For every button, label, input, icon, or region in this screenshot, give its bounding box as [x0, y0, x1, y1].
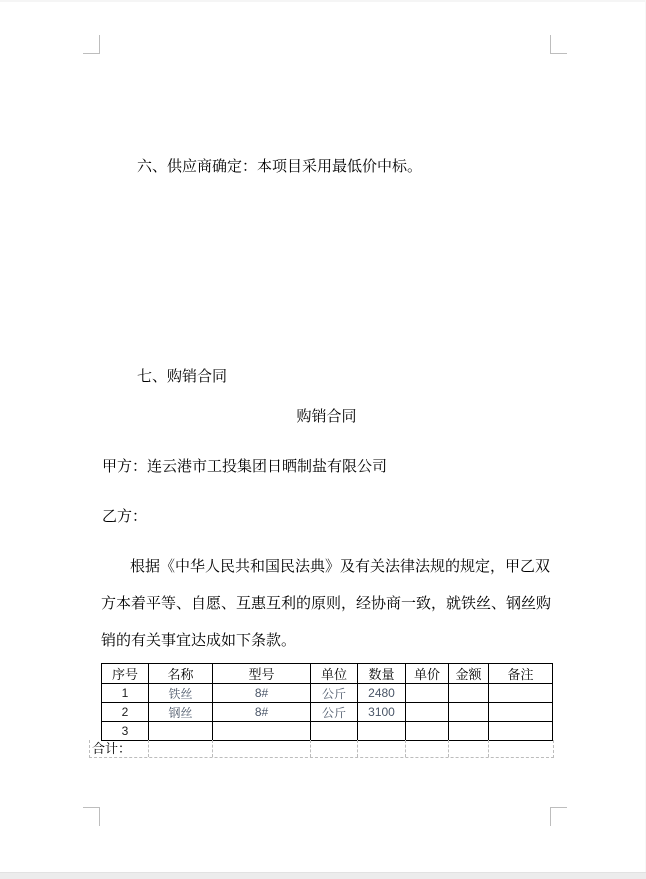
- table-cell-unit-price: [406, 703, 449, 722]
- margin-crop-mark-bottom-left: [83, 807, 100, 826]
- table-cell-quantity: 2480: [358, 684, 406, 703]
- table-cell-seq: 1: [102, 684, 149, 703]
- table-cell-amount: [449, 703, 489, 722]
- total-empty-cell: [449, 740, 489, 757]
- table-header-seq: 序号: [102, 664, 149, 684]
- contract-title: 购销合同: [296, 408, 357, 425]
- contract-items-table: [101, 663, 553, 741]
- page-edge-bottom: [0, 872, 646, 879]
- table-header-amount: 金额: [449, 664, 489, 684]
- table-cell-remark: [489, 684, 553, 703]
- body-paragraph-line-1: 根据《中华人民共和国民法典》及有关法律法规的规定，甲乙双: [130, 558, 551, 575]
- table-cell-seq: 3: [102, 722, 149, 741]
- table-cell-unit: 公斤: [311, 703, 358, 722]
- table-cell-model: [213, 722, 311, 741]
- table-cell-name: 铁丝: [149, 684, 213, 703]
- table-cell-model: 8#: [213, 703, 311, 722]
- table-cell-amount: [449, 722, 489, 741]
- table-cell-unit: 公斤: [311, 684, 358, 703]
- table-total-row: [89, 740, 554, 758]
- table-cell-remark: [489, 722, 553, 741]
- table-cell-unit-price: [406, 722, 449, 741]
- total-empty-cell: [358, 740, 406, 757]
- table-cell-quantity: 3100: [358, 703, 406, 722]
- margin-crop-mark-top-left: [83, 35, 100, 54]
- table-header-quantity: 数量: [358, 664, 406, 684]
- table-cell-remark: [489, 703, 553, 722]
- table-row: [102, 722, 553, 741]
- table-row: [102, 684, 553, 703]
- table-header-row: [102, 664, 553, 684]
- table-row: [102, 703, 553, 722]
- table-cell-seq: 2: [102, 703, 149, 722]
- table-cell-name: 钢丝: [149, 703, 213, 722]
- total-empty-cell: [489, 740, 553, 757]
- party-b-line: 乙方：: [102, 508, 148, 525]
- page-edge-top: [0, 0, 646, 2]
- table-header-unit-price: 单价: [406, 664, 449, 684]
- table-header-unit: 单位: [311, 664, 358, 684]
- table-header-remark: 备注: [489, 664, 553, 684]
- total-empty-cell: [406, 740, 449, 757]
- body-paragraph-line-2: 方本着平等、自愿、互惠互利的原则，经协商一致，就铁丝、钢丝购: [101, 595, 552, 612]
- section-7-heading: 七、购销合同: [137, 368, 228, 385]
- total-empty-cell: [149, 740, 213, 757]
- total-label-cell: [90, 740, 149, 757]
- section-6-heading: 六、供应商确定：本项目采用最低价中标。: [137, 158, 423, 175]
- total-empty-cell: [311, 740, 358, 757]
- total-label: 合计：: [92, 741, 132, 756]
- party-a-line: 甲方：连云港市工投集团日晒制盐有限公司: [102, 458, 388, 475]
- total-empty-cell: [213, 740, 311, 757]
- margin-crop-mark-bottom-right: [550, 807, 567, 826]
- table-cell-amount: [449, 684, 489, 703]
- table-cell-model: 8#: [213, 684, 311, 703]
- table-header-name: 名称: [149, 664, 213, 684]
- table-cell-quantity: [358, 722, 406, 741]
- table-header-model: 型号: [213, 664, 311, 684]
- table-cell-unit-price: [406, 684, 449, 703]
- body-paragraph-line-3: 销的有关事宜达成如下条款。: [101, 632, 297, 649]
- table-cell-name: [149, 722, 213, 741]
- margin-crop-mark-top-right: [550, 35, 567, 54]
- table-cell-unit: [311, 722, 358, 741]
